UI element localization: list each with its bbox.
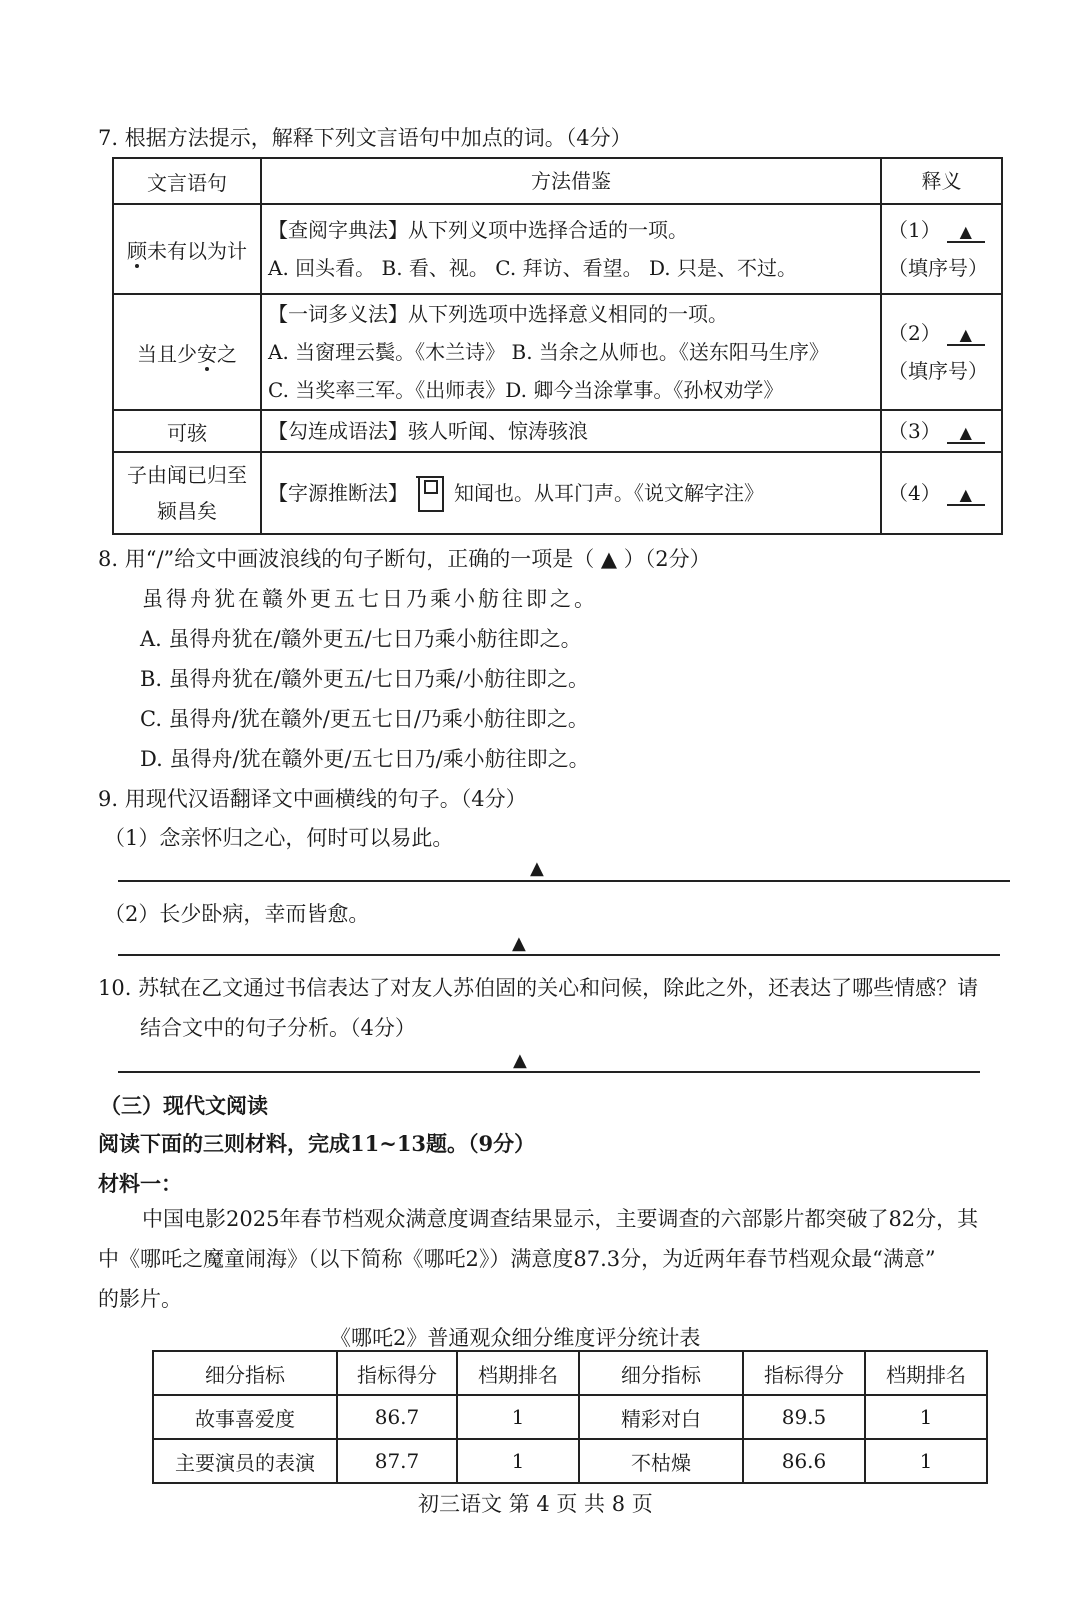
table-cell: 1 [457, 1439, 579, 1483]
table-title: 《哪吒2》普通观众细分维度评分统计表 [330, 1326, 701, 1350]
header-cell: 档期排名 [865, 1351, 987, 1395]
q9-answer-line-2[interactable] [118, 954, 1000, 956]
q10-line-1: 10. 苏轼在乙文通过书信表达了对友人苏伯固的关心和问候，除此之外，还表达了哪些情感？请 [98, 976, 979, 1000]
header-cell: 指标得分 [337, 1351, 457, 1395]
header-meaning: 释义 [881, 158, 1002, 204]
header-cell: 细分指标 [153, 1351, 337, 1395]
q10-line-2: 结合文中的句子分析。（4分） [140, 1016, 416, 1040]
material-paragraph-line-2: 中《哪吒之魔童闹海》（以下简称《哪吒2》）满意度87.3分，为近两年春节档观众最“满意” [98, 1247, 936, 1271]
answer-blank[interactable]: ▲ [947, 424, 985, 444]
material-paragraph-line-1: 中国电影2025年春节档观众满意度调查结果显示，主要调查的六部影片都突破了82分，其 [142, 1207, 979, 1231]
row4-method: 【字源推断法】 知闻也。从耳门声。《说文解字注》 [261, 452, 881, 534]
q9-title: 9. 用现代汉语翻译文中画横线的句子。（4分） [98, 787, 527, 811]
rating-table [152, 1350, 988, 1484]
section-instruction: 阅读下面的三则材料，完成11~13题。（9分） [98, 1131, 536, 1156]
header-method: 方法借鉴 [261, 158, 881, 204]
q8-option-a[interactable]: A. 虽得舟犹在/赣外更五/七日乃乘小舫往即之。 [140, 627, 582, 651]
q8-option-b[interactable]: B. 虽得舟犹在/赣外更五/七日乃乘/小舫往即之。 [140, 667, 590, 691]
answer-blank[interactable]: ▲ [947, 486, 985, 506]
answer-mark-icon: ▲ [513, 1050, 527, 1071]
table-cell: 86.6 [743, 1439, 865, 1483]
q9-sentence-2: （2）长少卧病，幸而皆愈。 [104, 902, 370, 926]
q8-option-d[interactable]: D. 虽得舟/犹在赣外更/五七日乃/乘小舫往即之。 [140, 747, 590, 771]
table-cell: 87.7 [337, 1439, 457, 1483]
row2-sentence: 当且少安之 [113, 294, 261, 410]
material-paragraph-line-3: 的影片。 [98, 1287, 182, 1311]
row1-sentence: 顾未有以为计 [113, 204, 261, 294]
header-cell: 档期排名 [457, 1351, 579, 1395]
answer-blank[interactable]: ▲ [947, 326, 985, 346]
answer-mark-icon: ▲ [512, 933, 526, 954]
material-label: 材料一： [98, 1171, 182, 1196]
q8-option-c[interactable]: C. 虽得舟/犹在赣外/更五七日/乃乘小舫往即之。 [140, 707, 589, 731]
rating-header-row [153, 1351, 987, 1395]
table-cell: 86.7 [337, 1395, 457, 1439]
row1-method: 【查阅字典法】从下列义项中选择合适的一项。 A. 回头看。 B. 看、视。 C. 拜访、看望。 D. 只是、不过。 [261, 204, 881, 294]
q7-row-3 [113, 410, 1002, 452]
section-title: （三）现代文阅读 [100, 1093, 268, 1118]
table-cell: 1 [865, 1395, 987, 1439]
q7-row-4 [113, 452, 1002, 534]
answer-blank[interactable]: ▲ [947, 223, 985, 243]
header-cell: 细分指标 [579, 1351, 743, 1395]
table-cell: 故事喜爱度 [153, 1395, 337, 1439]
row2-answer: （2） ▲ （填序号） [881, 294, 1002, 410]
row4-answer: （4） ▲ [881, 452, 1002, 534]
table-row [153, 1395, 987, 1439]
table-cell: 1 [865, 1439, 987, 1483]
table-cell: 主要演员的表演 [153, 1439, 337, 1483]
q10-answer-line[interactable] [118, 1071, 980, 1073]
q7-header-row [113, 158, 1002, 204]
table-cell: 不枯燥 [579, 1439, 743, 1483]
q7-title: 7. 根据方法提示，解释下列文言语句中加点的词。（4分） [98, 126, 632, 150]
q9-answer-line-1[interactable] [118, 880, 1010, 882]
answer-mark-icon: ▲ [530, 858, 544, 879]
q8-sentence: 虽得舟犹在赣外更五七日乃乘小舫往即之。 [142, 587, 598, 611]
table-cell: 1 [457, 1395, 579, 1439]
q7-table [112, 157, 1003, 535]
header-sentence: 文言语句 [113, 158, 261, 204]
q7-row-2 [113, 294, 1002, 410]
table-cell: 89.5 [743, 1395, 865, 1439]
row3-method: 【勾连成语法】骇人听闻、惊涛骇浪 [261, 410, 881, 452]
row4-sentence: 子由闻已归至 颍昌矣 [113, 452, 261, 534]
row3-answer: （3） ▲ [881, 410, 1002, 452]
q7-row-1 [113, 204, 1002, 294]
q8-title: 8. 用“/”给文中画波浪线的句子断句，正确的一项是（ ▲ ）（2分） [98, 547, 711, 571]
row1-answer: （1） ▲ （填序号） [881, 204, 1002, 294]
table-cell: 精彩对白 [579, 1395, 743, 1439]
table-row [153, 1439, 987, 1483]
header-cell: 指标得分 [743, 1351, 865, 1395]
row3-sentence: 可骇 [113, 410, 261, 452]
q9-sentence-1: （1）念亲怀归之心，何时可以易此。 [104, 826, 454, 850]
page-footer: 初三语文 第 4 页 共 8 页 [418, 1492, 653, 1516]
ancient-character-glyph-icon [418, 476, 444, 512]
row2-method: 【一词多义法】从下列选项中选择意义相同的一项。 A. 当窗理云鬓。《木兰诗》 B. 当余之从师也。《送东阳马生序》 C. 当奖率三军。《出师表》D. 卿今当涂掌事。《孙权劝学》 [261, 294, 881, 410]
